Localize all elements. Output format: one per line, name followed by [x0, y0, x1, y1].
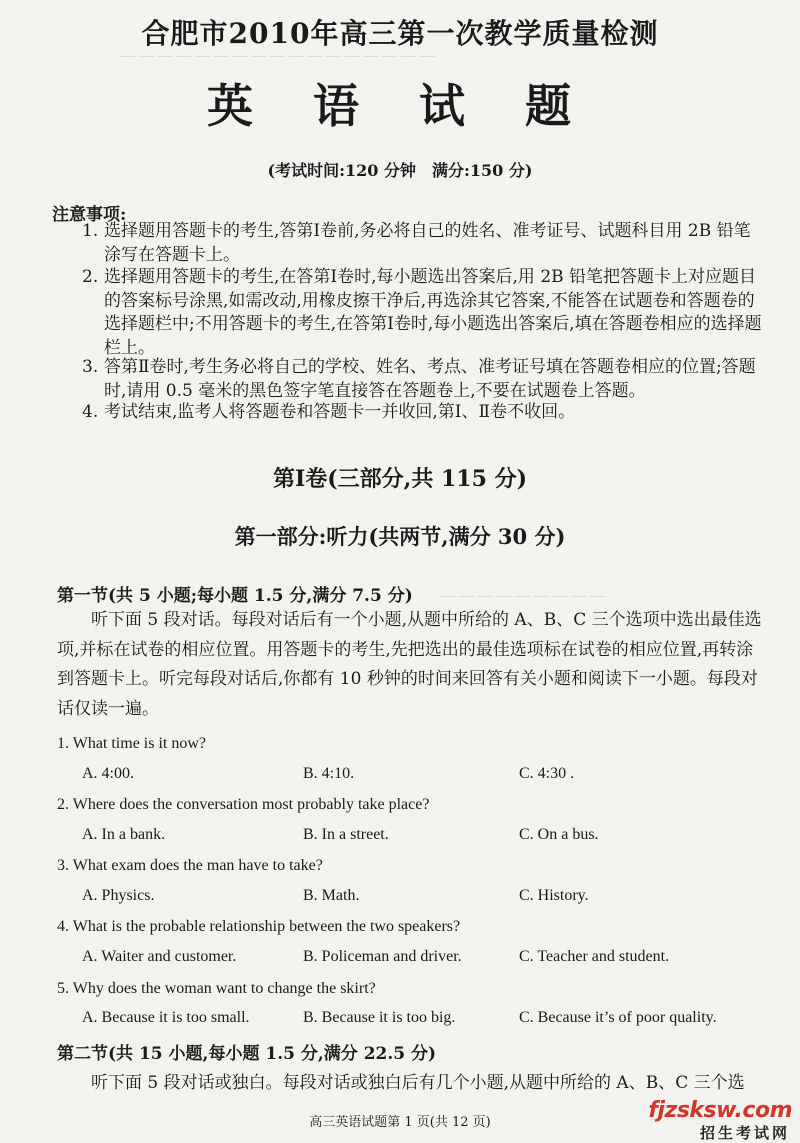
option-c: C. History.: [519, 887, 589, 904]
option-a: A. Physics.: [82, 887, 155, 904]
question-stem: 3. What exam does the man have to take?: [57, 857, 323, 874]
watermark-subtitle: 招生考试网: [699, 1124, 790, 1142]
section-heading: 第二节(共 15 小题,每小题 1.5 分,满分 22.5 分): [57, 1044, 437, 1064]
notice-heading: 注意事项:: [52, 205, 127, 225]
option-b: B. 4:10.: [303, 765, 355, 782]
option-c: C. Teacher and student.: [519, 948, 670, 965]
question-stem: 5. Why does the woman want to change the skirt?: [57, 980, 376, 997]
option-b: B. Because it is too big.: [303, 1009, 456, 1026]
notice-item: [82, 220, 762, 267]
option-a: A. In a bank.: [82, 826, 166, 843]
option-c: C. On a bus.: [519, 826, 599, 843]
page-footer: 高三英语试题第 1 页(共 12 页): [309, 1115, 491, 1130]
notice-number: 1.: [82, 221, 99, 241]
option-c: C. 4:30 .: [519, 765, 575, 782]
subject-title: 英 语 试 题: [206, 79, 594, 133]
notice-text: 选择题用答题卡的考生,在答第Ⅰ卷时,每小题选出答案后,用 2B 铅笔把答题卡上对应题目的答案标号涂黑,如需改动,用橡皮擦干净后,再选涂其它答案,不能答在试题卷和答题卷的选择题栏中;不用答题卡的考生,在答第Ⅰ卷时,每小题选出答案后,填在答题卷相应的选择题栏上。: [104, 267, 762, 358]
notice-number: 3.: [82, 357, 99, 377]
bleed-through-text: — — — — — — — — —: [440, 588, 605, 604]
option-b: B. Math.: [303, 887, 360, 904]
question-stem: 4. What is the probable relationship between the two speakers?: [57, 918, 461, 935]
section-instructions: 听下面 5 段对话。每段对话后有一个小题,从题中所给的 A、B、C 三个选项中选出最佳选项,并标在试卷的相应位置。用答题卡的考生,先把选出的最佳选项标在试卷的相应位置,再转涂到答题卡上。听完每段对话后,你都有 10 秒钟的时间来回答有关小题和阅读下一小题。每段对话仅读一遍。: [57, 610, 762, 719]
option-b: B. In a street.: [303, 826, 389, 843]
site-watermark: [628, 1098, 796, 1142]
notice-item: [82, 401, 762, 425]
notice-text: 考试结束,监考人将答题卷和答题卡一并收回,第Ⅰ、Ⅱ卷不收回。: [104, 402, 576, 422]
watermark-site: fjzsksw.com: [648, 1098, 792, 1123]
question-stem: 1. What time is it now?: [57, 735, 207, 752]
option-a: A. 4:00.: [82, 765, 134, 782]
exam-info: (考试时间:120 分钟 满分:150 分): [267, 161, 533, 180]
notice-item: [82, 356, 762, 403]
option-b: B. Policeman and driver.: [303, 948, 462, 965]
option-c: C. Because it’s of poor quality.: [519, 1009, 717, 1026]
question-stem: 2. Where does the conversation most probably take place?: [57, 796, 430, 813]
option-a: A. Because it is too small.: [82, 1009, 250, 1026]
notice-text: 选择题用答题卡的考生,答第Ⅰ卷前,务必将自己的姓名、准考证号、试题科目用 2B 铅笔涂写在答题卡上。: [104, 221, 751, 265]
section-instructions: 听下面 5 段对话或独白。每段对话或独白后有几个小题,从题中所给的 A、B、C 三个选: [91, 1073, 745, 1093]
notice-number: 4.: [82, 402, 99, 422]
section-heading: 第一节(共 5 小题;每小题 1.5 分,满分 7.5 分): [57, 586, 413, 606]
part-heading: 第一部分:听力(共两节,满分 30 分): [234, 524, 566, 549]
bleed-through-text: — — — — — — — — — — — — — — — — —: [120, 48, 435, 64]
option-a: A. Waiter and customer.: [82, 948, 237, 965]
notice-text: 答第Ⅱ卷时,考生务必将自己的学校、姓名、考点、准考证号填在答题卷相应的位置;答题时,请用 0.5 毫米的黑色签字笔直接答在答题卷上,不要在试题卷上答题。: [104, 357, 756, 401]
notice-item: [82, 266, 762, 360]
volume-heading: 第Ⅰ卷(三部分,共 115 分): [272, 466, 527, 492]
exam-title: 合肥市2010年高三第一次教学质量检测: [141, 17, 659, 50]
notice-number: 2.: [82, 267, 99, 287]
